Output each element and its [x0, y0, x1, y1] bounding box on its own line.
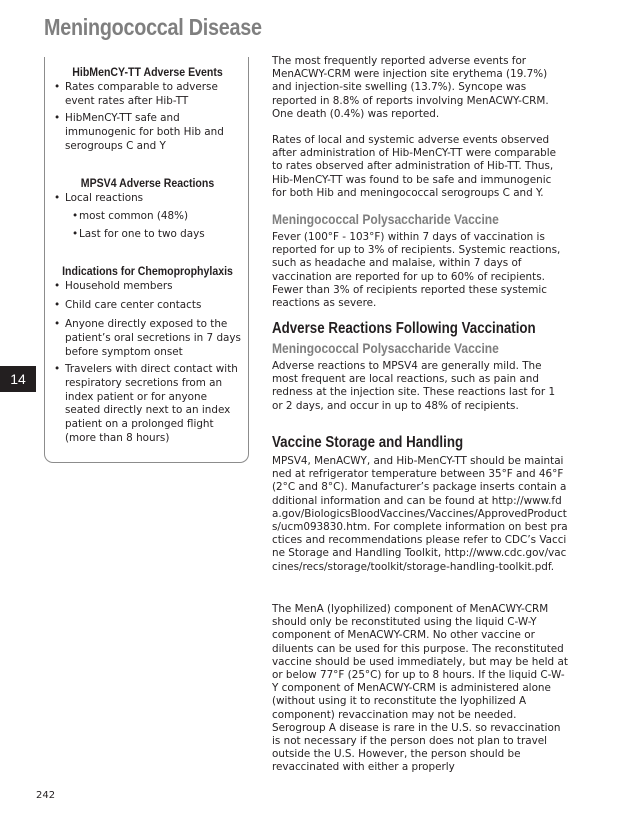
- sidebar-list-item: • Travelers with direct contact with respiratory secretions from an index patient or for anyone seated directly next to an index patient on a prolonged flight (more than 8 hours): [65, 363, 245, 446]
- sidebar-list-item: • Anyone directly exposed to the patient’s oral secretions in 7 days before symptom onset: [65, 318, 245, 359]
- sidebar-heading-mpsv4: MPSV4 Adverse Reactions: [80, 176, 215, 190]
- sidebar-heading-adverse-events: HibMenCY-TT Adverse Events: [72, 65, 223, 79]
- sidebar-list-item: • HibMenCY-TT safe and immunogenic for both Hib and serogroups C and Y: [65, 112, 245, 153]
- paragraph-hibmency-rates: Rates of local and systemic adverse events observed after administration of Hib-MenCY-TT were comparable to rates observed after administration of Hib-TT. Thus, Hib-MenCY-TT was found to be safe and immunogenic for both Hib and meningococcal serogroups C and Y.: [272, 134, 557, 199]
- sidebar-heading-chemoprophylaxis: Indications for Chemoprophylaxis: [62, 264, 233, 278]
- sidebar-sub-item: • Last for one to two days: [79, 228, 259, 242]
- paragraph-mpsv4-reactions: Adverse reactions to MPSV4 are generally mild. The most frequent are local reactions, such as pain and redness at the injection site. These reactions last for 1 or 2 days, and occur in up to 48% of recipients.: [272, 360, 556, 412]
- sidebar-box: [44, 57, 249, 463]
- sidebar-list-item: • Child care center contacts: [65, 299, 245, 313]
- heading-storage: Vaccine Storage and Handling: [272, 434, 464, 451]
- sidebar-sub-item: • most common (48%): [79, 210, 259, 224]
- page-number: 242: [36, 790, 56, 801]
- heading-mpsv-sub: Meningococcal Polysaccharide Vaccine: [272, 340, 499, 356]
- paragraph-menacwy-adverse: The most frequently reported adverse events for MenACWY-CRM were injection site erythema (19.7%) and injection-site swelling (13.7%). Syncope was reported in 8.8% of reports involving MenACWY-CRM. One death (0.4%) was reported.: [272, 55, 549, 120]
- heading-mpsv: Meningococcal Polysaccharide Vaccine: [272, 211, 499, 227]
- sidebar-list-item: • Rates comparable to adverse event rates after Hib-TT: [65, 81, 245, 109]
- paragraph-mena-component: The MenA (lyophilized) component of MenACWY-CRM should only be reconstituted using the liquid C-W-Y component of MenACWY-CRM. No other vaccine or diluents can be used for this purpose. The reconstituted vaccine should be used immediately, but may be held at or below 77°F (25°C) for up to 8 hours. If the liquid C-W-Y component of MenACWY-CRM is administered alone (without using it to reconstitute the lyophilized A component) revaccination may not be needed. Serogroup A disease is rare in the U.S. so revaccination is not necessary if the person does not plan to travel outside the U.S. However, the person should be revaccinated with either a properly: [272, 603, 568, 774]
- sidebar-list-item: • Local reactions: [65, 192, 245, 206]
- paragraph-fever: Fever (100°F - 103°F) within 7 days of vaccination is reported for up to 3% of recipients. Systemic reactions, such as headache and malaise, within 7 days of vaccination are reported for up to 60% of recipients. Fewer than 3% of recipients reported these systemic reactions as severe.: [272, 231, 561, 310]
- heading-adverse-reactions: Adverse Reactions Following Vaccination: [272, 320, 536, 337]
- paragraph-storage: MPSV4, MenACWY, and Hib-MenCY-TT should be maintained at refrigerator temperature between 35°F and 46°F (2°C and 8°C). Manufacturer’s package inserts contain additional information and can be found at http://www.fda.gov/BiologicsBloodVaccines/Vaccines/ApprovedProducts/ucm093830.htm. For complete information on best practices and recommendations please refer to CDC’s Vaccine Storage and Handling Toolkit, http://www.cdc.gov/vaccines/recs/storage/toolkit/storage-handling-toolkit.pdf.: [272, 455, 568, 573]
- page-title: Meningococcal Disease: [44, 14, 262, 40]
- sidebar-list-item: • Household members: [65, 280, 245, 294]
- chapter-tab: 14: [0, 366, 36, 392]
